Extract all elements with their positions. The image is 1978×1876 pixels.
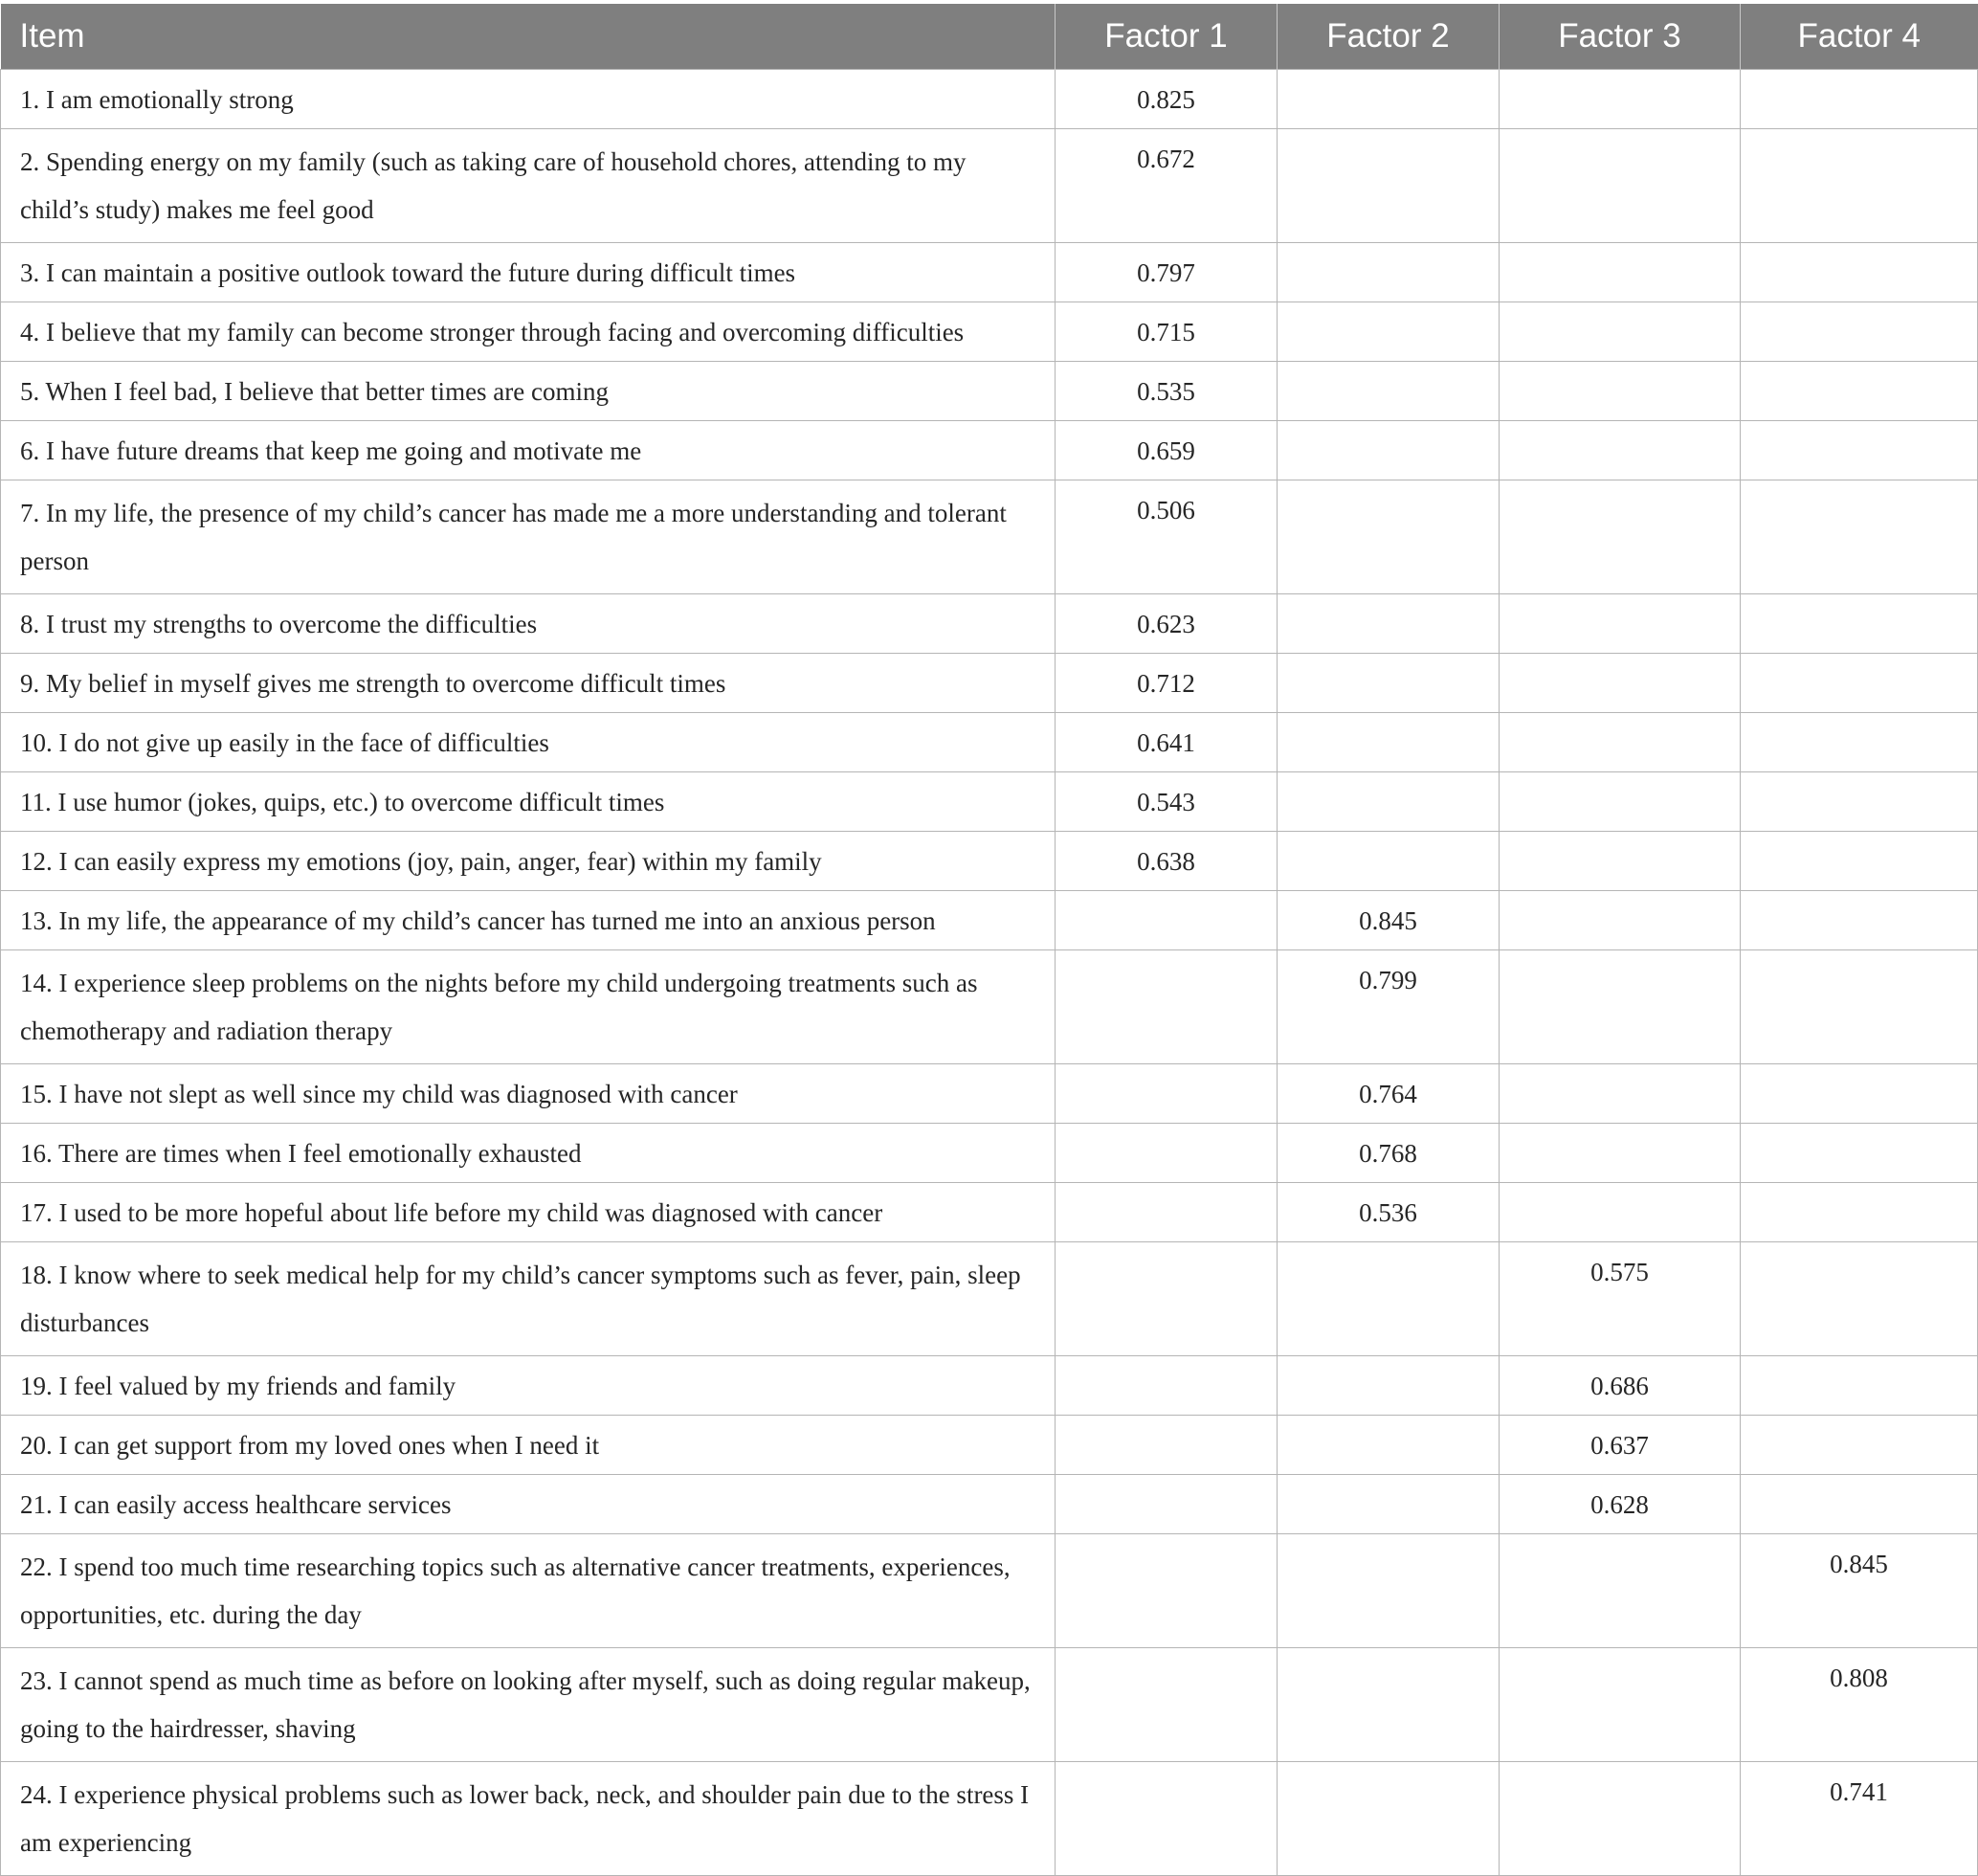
factor-2-loading bbox=[1278, 70, 1500, 129]
factor-1-loading: 0.712 bbox=[1056, 654, 1278, 713]
header-item: Item bbox=[1, 4, 1056, 70]
item-text: 23. I cannot spend as much time as before on looking after myself, such as doing regular makeup, going to the hairdresser, shaving bbox=[1, 1648, 1056, 1762]
factor-3-loading bbox=[1500, 1762, 1741, 1876]
item-text: 12. I can easily express my emotions (joy, pain, anger, fear) within my family bbox=[1, 832, 1056, 891]
table-row bbox=[1, 1183, 1978, 1242]
item-text: 6. I have future dreams that keep me going and motivate me bbox=[1, 421, 1056, 480]
table-row bbox=[1, 243, 1978, 302]
factor-3-loading bbox=[1500, 950, 1741, 1064]
factor-4-loading bbox=[1741, 480, 1978, 594]
item-text: 21. I can easily access healthcare services bbox=[1, 1475, 1056, 1534]
factor-3-loading bbox=[1500, 70, 1741, 129]
factor-1-loading bbox=[1056, 950, 1278, 1064]
factor-4-loading bbox=[1741, 891, 1978, 950]
factor-2-loading bbox=[1278, 1648, 1500, 1762]
table-header bbox=[1, 4, 1978, 70]
factor-2-loading bbox=[1278, 1762, 1500, 1876]
item-text: 7. In my life, the presence of my child’s cancer has made me a more understanding and tolerant person bbox=[1, 480, 1056, 594]
factor-3-loading bbox=[1500, 1648, 1741, 1762]
table-row bbox=[1, 70, 1978, 129]
factor-1-loading bbox=[1056, 1124, 1278, 1183]
factor-4-loading bbox=[1741, 1356, 1978, 1416]
factor-3-loading bbox=[1500, 772, 1741, 832]
item-text: 8. I trust my strengths to overcome the difficulties bbox=[1, 594, 1056, 654]
table-row bbox=[1, 1124, 1978, 1183]
factor-3-loading bbox=[1500, 832, 1741, 891]
item-text: 2. Spending energy on my family (such as taking care of household chores, attending to my child’s study) makes me feel good bbox=[1, 129, 1056, 243]
table-row bbox=[1, 950, 1978, 1064]
factor-4-loading: 0.741 bbox=[1741, 1762, 1978, 1876]
factor-4-loading bbox=[1741, 594, 1978, 654]
factor-4-loading bbox=[1741, 1416, 1978, 1475]
factor-4-loading bbox=[1741, 950, 1978, 1064]
factor-4-loading bbox=[1741, 713, 1978, 772]
factor-1-loading bbox=[1056, 1648, 1278, 1762]
factor-4-loading bbox=[1741, 129, 1978, 243]
factor-3-loading bbox=[1500, 594, 1741, 654]
table-row bbox=[1, 1762, 1978, 1876]
table-row bbox=[1, 480, 1978, 594]
factor-1-loading bbox=[1056, 891, 1278, 950]
factor-4-loading bbox=[1741, 1064, 1978, 1124]
factor-2-loading: 0.799 bbox=[1278, 950, 1500, 1064]
factor-1-loading bbox=[1056, 1183, 1278, 1242]
factor-2-loading bbox=[1278, 362, 1500, 421]
factor-1-loading bbox=[1056, 1534, 1278, 1648]
factor-4-loading: 0.808 bbox=[1741, 1648, 1978, 1762]
factor-1-loading: 0.659 bbox=[1056, 421, 1278, 480]
item-text: 3. I can maintain a positive outlook toward the future during difficult times bbox=[1, 243, 1056, 302]
factor-2-loading bbox=[1278, 832, 1500, 891]
factor-4-loading bbox=[1741, 362, 1978, 421]
factor-1-loading bbox=[1056, 1762, 1278, 1876]
factor-1-loading bbox=[1056, 1356, 1278, 1416]
table-row bbox=[1, 1475, 1978, 1534]
item-text: 13. In my life, the appearance of my child’s cancer has turned me into an anxious person bbox=[1, 891, 1056, 950]
factor-2-loading bbox=[1278, 1534, 1500, 1648]
table-row bbox=[1, 362, 1978, 421]
factor-3-loading bbox=[1500, 129, 1741, 243]
factor-4-loading bbox=[1741, 421, 1978, 480]
factor-2-loading bbox=[1278, 1416, 1500, 1475]
table-row bbox=[1, 1356, 1978, 1416]
factor-3-loading bbox=[1500, 480, 1741, 594]
item-text: 10. I do not give up easily in the face of difficulties bbox=[1, 713, 1056, 772]
item-text: 19. I feel valued by my friends and family bbox=[1, 1356, 1056, 1416]
factor-2-loading bbox=[1278, 1242, 1500, 1356]
item-text: 22. I spend too much time researching topics such as alternative cancer treatments, experiences, opportunities, etc. during the day bbox=[1, 1534, 1056, 1648]
table-row bbox=[1, 1416, 1978, 1475]
factor-1-loading bbox=[1056, 1416, 1278, 1475]
table-row bbox=[1, 1242, 1978, 1356]
table-row bbox=[1, 1648, 1978, 1762]
factor-3-loading bbox=[1500, 1124, 1741, 1183]
factor-1-loading: 0.641 bbox=[1056, 713, 1278, 772]
factor-3-loading: 0.628 bbox=[1500, 1475, 1741, 1534]
factor-4-loading bbox=[1741, 772, 1978, 832]
factor-2-loading bbox=[1278, 594, 1500, 654]
factor-1-loading bbox=[1056, 1064, 1278, 1124]
factor-1-loading: 0.506 bbox=[1056, 480, 1278, 594]
factor-3-loading: 0.686 bbox=[1500, 1356, 1741, 1416]
factor-3-loading bbox=[1500, 362, 1741, 421]
factor-2-loading bbox=[1278, 772, 1500, 832]
table-row bbox=[1, 129, 1978, 243]
item-text: 11. I use humor (jokes, quips, etc.) to overcome difficult times bbox=[1, 772, 1056, 832]
item-text: 4. I believe that my family can become stronger through facing and overcoming difficulties bbox=[1, 302, 1056, 362]
factor-2-loading: 0.536 bbox=[1278, 1183, 1500, 1242]
table-row bbox=[1, 421, 1978, 480]
table-row bbox=[1, 772, 1978, 832]
factor-2-loading bbox=[1278, 421, 1500, 480]
factor-1-loading: 0.623 bbox=[1056, 594, 1278, 654]
table-row bbox=[1, 594, 1978, 654]
factor-3-loading: 0.637 bbox=[1500, 1416, 1741, 1475]
factor-4-loading bbox=[1741, 1124, 1978, 1183]
factor-loadings-table bbox=[0, 4, 1978, 1876]
table-row bbox=[1, 1534, 1978, 1648]
header-factor-4: Factor 4 bbox=[1741, 4, 1978, 70]
factor-3-loading bbox=[1500, 1534, 1741, 1648]
table-row bbox=[1, 1064, 1978, 1124]
factor-4-loading bbox=[1741, 1242, 1978, 1356]
item-text: 16. There are times when I feel emotionally exhausted bbox=[1, 1124, 1056, 1183]
table-body bbox=[1, 70, 1978, 1876]
table-row bbox=[1, 832, 1978, 891]
factor-3-loading bbox=[1500, 421, 1741, 480]
factor-3-loading bbox=[1500, 1064, 1741, 1124]
factor-4-loading bbox=[1741, 654, 1978, 713]
factor-4-loading bbox=[1741, 832, 1978, 891]
factor-4-loading bbox=[1741, 302, 1978, 362]
factor-1-loading: 0.797 bbox=[1056, 243, 1278, 302]
item-text: 24. I experience physical problems such as lower back, neck, and shoulder pain due to the stress I am experiencing bbox=[1, 1762, 1056, 1876]
factor-4-loading bbox=[1741, 1183, 1978, 1242]
item-text: 9. My belief in myself gives me strength to overcome difficult times bbox=[1, 654, 1056, 713]
factor-1-loading: 0.535 bbox=[1056, 362, 1278, 421]
factor-3-loading bbox=[1500, 654, 1741, 713]
factor-1-loading bbox=[1056, 1475, 1278, 1534]
factor-3-loading bbox=[1500, 302, 1741, 362]
factor-1-loading: 0.672 bbox=[1056, 129, 1278, 243]
header-factor-3: Factor 3 bbox=[1500, 4, 1741, 70]
factor-2-loading bbox=[1278, 243, 1500, 302]
factor-4-loading: 0.845 bbox=[1741, 1534, 1978, 1648]
factor-4-loading bbox=[1741, 1475, 1978, 1534]
factor-3-loading bbox=[1500, 713, 1741, 772]
factor-2-loading bbox=[1278, 480, 1500, 594]
factor-2-loading: 0.845 bbox=[1278, 891, 1500, 950]
item-text: 14. I experience sleep problems on the nights before my child undergoing treatments such as chemotherapy and radiation therapy bbox=[1, 950, 1056, 1064]
factor-3-loading bbox=[1500, 1183, 1741, 1242]
factor-1-loading: 0.638 bbox=[1056, 832, 1278, 891]
factor-2-loading: 0.764 bbox=[1278, 1064, 1500, 1124]
factor-2-loading bbox=[1278, 302, 1500, 362]
factor-4-loading bbox=[1741, 243, 1978, 302]
factor-2-loading bbox=[1278, 654, 1500, 713]
header-row bbox=[1, 4, 1978, 70]
factor-3-loading bbox=[1500, 243, 1741, 302]
table-row bbox=[1, 713, 1978, 772]
item-text: 17. I used to be more hopeful about life before my child was diagnosed with cancer bbox=[1, 1183, 1056, 1242]
table-row bbox=[1, 302, 1978, 362]
item-text: 5. When I feel bad, I believe that better times are coming bbox=[1, 362, 1056, 421]
factor-3-loading bbox=[1500, 891, 1741, 950]
factor-2-loading bbox=[1278, 713, 1500, 772]
item-text: 18. I know where to seek medical help for my child’s cancer symptoms such as fever, pain, sleep disturbances bbox=[1, 1242, 1056, 1356]
table-row bbox=[1, 654, 1978, 713]
item-text: 15. I have not slept as well since my child was diagnosed with cancer bbox=[1, 1064, 1056, 1124]
item-text: 20. I can get support from my loved ones when I need it bbox=[1, 1416, 1056, 1475]
factor-1-loading: 0.715 bbox=[1056, 302, 1278, 362]
factor-2-loading bbox=[1278, 1475, 1500, 1534]
item-text: 1. I am emotionally strong bbox=[1, 70, 1056, 129]
factor-2-loading bbox=[1278, 129, 1500, 243]
factor-1-loading bbox=[1056, 1242, 1278, 1356]
factor-2-loading: 0.768 bbox=[1278, 1124, 1500, 1183]
factor-1-loading: 0.825 bbox=[1056, 70, 1278, 129]
header-factor-1: Factor 1 bbox=[1056, 4, 1278, 70]
factor-4-loading bbox=[1741, 70, 1978, 129]
factor-3-loading: 0.575 bbox=[1500, 1242, 1741, 1356]
header-factor-2: Factor 2 bbox=[1278, 4, 1500, 70]
factor-1-loading: 0.543 bbox=[1056, 772, 1278, 832]
table-row bbox=[1, 891, 1978, 950]
factor-2-loading bbox=[1278, 1356, 1500, 1416]
